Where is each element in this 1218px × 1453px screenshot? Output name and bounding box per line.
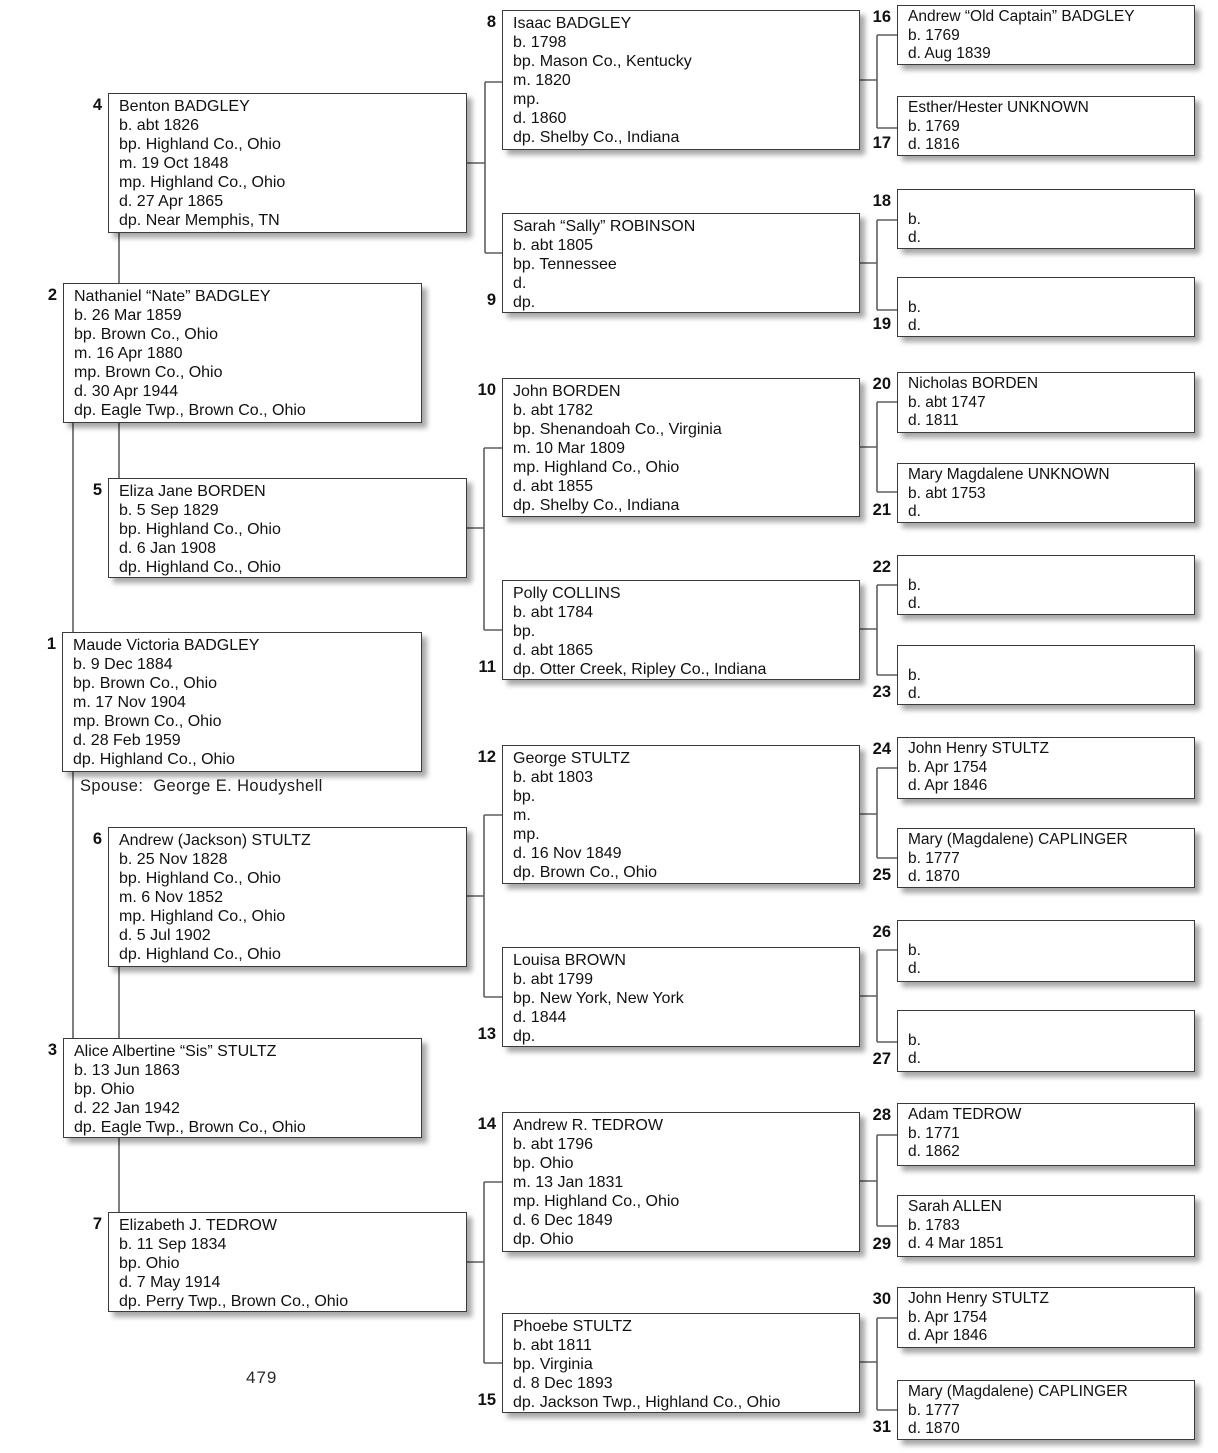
person-name: Maude Victoria BADGLEY [73,637,260,654]
person-detail-line: m. 19 Oct 1848 [119,155,229,172]
person-detail-line: dp. Near Memphis, TN [119,212,280,229]
person-detail-line: b. [908,210,921,228]
person-box-29 [897,1195,1195,1257]
person-detail-line: b. abt 1803 [513,769,594,786]
person-box-13 [502,947,860,1047]
person-detail-line: m. 10 Mar 1809 [513,440,626,457]
page-number: 479 [246,1368,278,1387]
person-box-4 [108,93,467,233]
person-box-11 [502,580,860,680]
person-detail-line: dp. Otter Creek, Ripley Co., Indiana [513,661,767,678]
person-number-9: 9 [486,291,496,309]
person-name: John Henry STULTZ [908,1290,1049,1307]
person-detail-line: b. abt 1784 [513,604,594,621]
person-detail-line: b. 5 Sep 1829 [119,502,219,519]
person-box-17 [897,96,1195,156]
person-detail-line: m. 1820 [513,72,571,89]
person-name: Andrew R. TEDROW [513,1117,663,1134]
person-box-14 [502,1112,860,1252]
person-box-10 [502,378,860,517]
person-detail-line: b. abt 1796 [513,1136,594,1153]
person-detail-line: bp. Ohio [513,1155,574,1172]
person-detail-line: bp. Shenandoah Co., Virginia [513,421,722,438]
person-number-7: 7 [92,1215,102,1233]
person-name: Adam TEDROW [908,1106,1022,1123]
person-box-8 [502,10,860,150]
person-detail-line: bp. Brown Co., Ohio [73,675,218,692]
person-detail-line: dp. [513,294,536,311]
person-detail-line: b. 9 Dec 1884 [73,656,173,673]
person-number-14: 14 [477,1115,496,1133]
person-number-15: 15 [477,1391,496,1409]
person-detail-line: d. 4 Mar 1851 [908,1235,1004,1252]
person-detail-line: bp. Virginia [513,1356,593,1373]
person-box-7 [108,1212,467,1312]
person-detail-line: b. 1798 [513,34,567,51]
person-name: Benton BADGLEY [119,98,250,115]
person-number-22: 22 [872,558,891,576]
person-detail-line: dp. Eagle Twp., Brown Co., Ohio [74,402,306,419]
person-detail-line: bp. Mason Co., Kentucky [513,53,692,70]
person-box-5 [108,478,467,578]
person-detail-line: b. abt 1799 [513,971,594,988]
person-detail-line: m. 13 Jan 1831 [513,1174,624,1191]
person-box-20 [897,372,1195,433]
person-number-30: 30 [872,1290,891,1308]
person-detail-line: d. [908,229,921,246]
person-name: Elizabeth J. TEDROW [119,1217,277,1234]
person-detail-line: d. 22 Jan 1942 [74,1100,180,1117]
person-box-22 [897,555,1195,615]
person-name: Mary Magdalene UNKNOWN [908,466,1110,483]
person-number-13: 13 [477,1025,496,1043]
person-detail-line: b. 1783 [908,1216,960,1234]
person-number-17: 17 [872,134,891,152]
person-name: Nathaniel “Nate” BADGLEY [74,288,271,305]
person-number-23: 23 [872,683,891,701]
person-detail-line: d. 30 Apr 1944 [74,383,179,400]
person-detail-line: d. Apr 1846 [908,1327,988,1344]
person-detail-line: d. [908,595,921,612]
person-detail-line: b. [908,576,921,594]
person-detail-line: d. 28 Feb 1959 [73,732,181,749]
person-detail-line: d. 27 Apr 1865 [119,193,224,210]
person-detail-line: b. 1769 [908,117,960,135]
person-number-25: 25 [872,866,891,884]
person-detail-line: bp. Brown Co., Ohio [74,326,219,343]
person-detail-line: dp. Highland Co., Ohio [119,559,281,576]
person-detail-line: d. 1816 [908,136,960,153]
person-name: John BORDEN [513,383,621,400]
person-detail-line: b. 13 Jun 1863 [74,1062,180,1079]
person-box-9 [502,213,860,313]
person-detail-line: b. abt 1826 [119,117,200,134]
person-number-21: 21 [872,501,891,519]
person-detail-line: mp. Brown Co., Ohio [74,364,223,381]
person-name [908,280,1186,299]
person-detail-line: d. 6 Dec 1849 [513,1212,613,1229]
person-detail-line: d. [513,275,527,292]
person-detail-line: b. Apr 1754 [908,1308,988,1326]
person-name: Sarah ALLEN [908,1198,1002,1215]
person-detail-line: dp. [513,1028,536,1045]
person-number-28: 28 [872,1106,891,1124]
person-detail-line: d. 1870 [908,1420,960,1437]
person-detail-line: d. 1870 [908,868,960,885]
person-box-16 [897,5,1195,65]
person-name: Andrew “Old Captain” BADGLEY [908,8,1135,25]
person-box-28 [897,1103,1195,1166]
person-number-24: 24 [872,740,891,758]
person-detail-line: dp. Eagle Twp., Brown Co., Ohio [74,1119,306,1136]
person-detail-line: bp. Tennessee [513,256,617,273]
person-detail-line: d. 5 Jul 1902 [119,927,211,944]
person-detail-line: d. [908,960,921,977]
person-detail-line: d. [908,503,921,520]
person-detail-line: d. [908,317,921,334]
person-detail-line: bp. [513,788,536,805]
person-detail-line: b. abt 1805 [513,237,594,254]
person-detail-line: bp. Highland Co., Ohio [119,136,281,153]
person-number-2: 2 [47,286,57,304]
person-name: Polly COLLINS [513,585,621,602]
person-box-31 [897,1380,1195,1440]
person-detail-line: b. 26 Mar 1859 [74,307,182,324]
person-number-18: 18 [872,192,891,210]
person-number-26: 26 [872,923,891,941]
person-box-24 [897,737,1195,799]
person-detail-line: b. 1769 [908,26,960,44]
person-name: Isaac BADGLEY [513,15,632,32]
person-name: Alice Albertine “Sis” STULTZ [74,1043,277,1060]
person-detail-line: dp. Ohio [513,1231,574,1248]
person-name [908,558,1186,577]
person-detail-line: b. 25 Nov 1828 [119,851,228,868]
person-detail-line: d. [908,685,921,702]
person-detail-line: b. abt 1747 [908,393,986,411]
person-detail-line: d. 1860 [513,110,567,127]
person-detail-line: d. Aug 1839 [908,45,991,62]
person-box-27 [897,1010,1195,1072]
person-name [908,192,1186,211]
person-box-26 [897,920,1195,982]
person-box-6 [108,827,467,967]
person-number-19: 19 [872,315,891,333]
person-detail-line: d. 7 May 1914 [119,1274,221,1291]
person-box-23 [897,645,1195,705]
person-number-6: 6 [92,830,102,848]
person-detail-line: d. abt 1865 [513,642,594,659]
person-detail-line: d. 16 Nov 1849 [513,845,622,862]
person-detail-line: b. 1777 [908,1401,960,1419]
person-detail-line: b. [908,666,921,684]
person-detail-line: b. 1771 [908,1124,960,1142]
person-name: John Henry STULTZ [908,740,1049,757]
person-number-8: 8 [486,13,496,31]
person-number-1: 1 [46,635,56,653]
person-number-4: 4 [92,96,102,114]
person-detail-line: mp. [513,91,540,108]
person-box-18 [897,189,1195,249]
person-name [908,1013,1186,1032]
person-name: Esther/Hester UNKNOWN [908,99,1089,116]
spouse-note: Spouse: George E. Houdyshell [80,777,323,795]
person-name: Mary (Magdalene) CAPLINGER [908,831,1128,848]
person-name: Eliza Jane BORDEN [119,483,266,500]
person-detail-line: b. abt 1782 [513,402,594,419]
person-box-19 [897,277,1195,337]
person-box-3 [63,1038,422,1138]
person-detail-line: d. 8 Dec 1893 [513,1375,613,1392]
person-detail-line: m. 17 Nov 1904 [73,694,186,711]
person-detail-line: dp. Shelby Co., Indiana [513,129,680,146]
person-number-27: 27 [872,1050,891,1068]
person-detail-line: bp. Ohio [74,1081,135,1098]
person-box-12 [502,745,860,884]
person-detail-line: b. [908,298,921,316]
person-detail-line: bp. Ohio [119,1255,180,1272]
person-name: Louisa BROWN [513,952,626,969]
person-detail-line: m. 16 Apr 1880 [74,345,183,362]
person-number-16: 16 [872,8,891,26]
person-detail-line: b. abt 1811 [513,1337,592,1354]
person-number-11: 11 [478,658,496,676]
person-name: George STULTZ [513,750,631,767]
person-detail-line: bp. Highland Co., Ohio [119,521,281,538]
person-box-30 [897,1287,1195,1348]
person-detail-line: d. abt 1855 [513,478,594,495]
person-name: Andrew (Jackson) STULTZ [119,832,311,849]
person-detail-line: b. Apr 1754 [908,758,988,776]
person-detail-line: d. Apr 1846 [908,777,988,794]
person-box-25 [897,828,1195,888]
person-box-2 [63,283,422,423]
person-number-5: 5 [92,481,102,499]
person-detail-line: mp. Highland Co., Ohio [119,174,286,191]
person-detail-line: m. 6 Nov 1852 [119,889,224,906]
person-name: Phoebe STULTZ [513,1318,632,1335]
person-box-21 [897,463,1195,523]
person-detail-line: dp. Brown Co., Ohio [513,864,658,881]
person-detail-line: d. [908,1050,921,1067]
person-detail-line: bp. Highland Co., Ohio [119,870,281,887]
person-number-31: 31 [872,1418,891,1436]
person-detail-line: dp. Shelby Co., Indiana [513,497,680,514]
person-detail-line: dp. Perry Twp., Brown Co., Ohio [119,1293,349,1310]
person-name [908,923,1186,942]
person-detail-line: dp. Highland Co., Ohio [119,946,281,963]
person-detail-line: mp. Brown Co., Ohio [73,713,222,730]
person-name: Mary (Magdalene) CAPLINGER [908,1383,1128,1400]
person-number-29: 29 [872,1235,891,1253]
person-detail-line: b. 11 Sep 1834 [119,1236,227,1253]
person-box-1 [62,632,422,772]
person-name: Sarah “Sally” ROBINSON [513,218,696,235]
person-detail-line: d. 6 Jan 1908 [119,540,216,557]
person-detail-line: dp. Highland Co., Ohio [73,751,235,768]
person-name [908,648,1186,667]
person-detail-line: mp. Highland Co., Ohio [513,1193,680,1210]
person-detail-line: d. 1862 [908,1143,960,1160]
person-detail-line: b. abt 1753 [908,484,986,502]
person-detail-line: d. 1811 [908,412,959,429]
person-detail-line: m. [513,807,531,824]
person-detail-line: mp. [513,826,540,843]
person-detail-line: bp. New York, New York [513,990,684,1007]
person-name: Nicholas BORDEN [908,375,1039,392]
person-detail-line: bp. [513,623,536,640]
person-detail-line: b. 1777 [908,849,960,867]
person-detail-line: mp. Highland Co., Ohio [119,908,286,925]
person-detail-line: mp. Highland Co., Ohio [513,459,680,476]
person-detail-line: dp. Jackson Twp., Highland Co., Ohio [513,1394,781,1411]
person-number-10: 10 [477,381,496,399]
person-number-12: 12 [477,748,496,766]
person-detail-line: d. 1844 [513,1009,567,1026]
person-detail-line: b. [908,1031,921,1049]
person-number-20: 20 [872,375,891,393]
person-box-15 [502,1313,860,1413]
person-detail-line: b. [908,941,921,959]
person-number-3: 3 [47,1041,57,1059]
